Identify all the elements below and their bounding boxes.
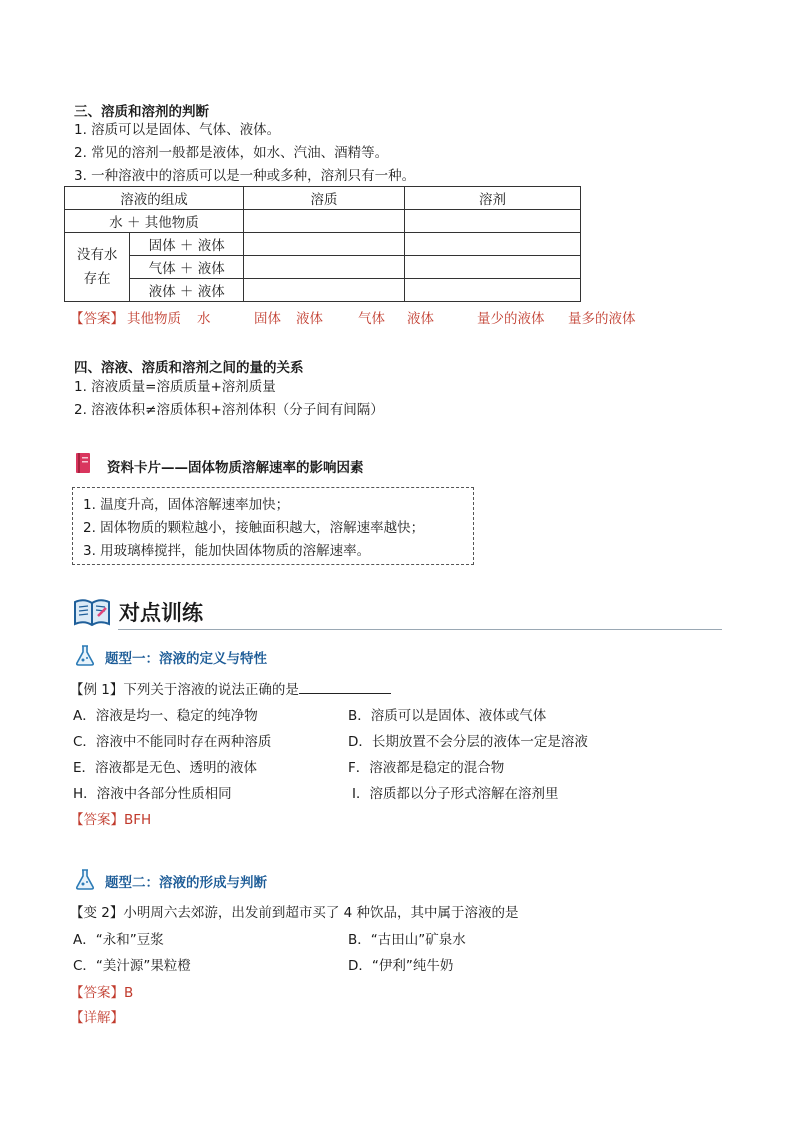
table-header-composition: 溶液的组成 <box>65 187 244 210</box>
table-cell <box>405 233 581 256</box>
example-1-answer <box>70 810 151 830</box>
type-1-title: 题型一：溶液的定义与特性 <box>105 651 267 667</box>
s3-answer-tag: 【答案】 <box>70 311 124 327</box>
table-cell-solid-liquid: 固体 ＋ 液体 <box>130 233 244 256</box>
option-d: D．“伊利”纯牛奶 <box>348 958 454 974</box>
option-c: C．溶液中不能同时存在两种溶质 <box>73 734 272 750</box>
option-f: F．溶液都是稳定的混合物 <box>348 760 505 776</box>
table-cell <box>405 210 581 233</box>
option-a: A．“永和”豆浆 <box>73 932 164 948</box>
detail-tag: 【详解】 <box>70 1010 124 1026</box>
option-b: B．“古田山”矿泉水 <box>348 932 466 948</box>
table-cell <box>244 256 405 279</box>
s3-answer-1: 其他物质 <box>127 311 181 327</box>
data-card-box <box>72 487 474 565</box>
table-cell <box>405 256 581 279</box>
variant-2-answer <box>70 983 133 1003</box>
s3-item-1: 1. 溶质可以是固体、气体、液体。 <box>74 122 281 138</box>
training-divider <box>118 629 722 630</box>
s4-item-1: 1. 溶液质量=溶质质量+溶剂质量 <box>74 379 276 395</box>
open-book-icon <box>72 594 112 630</box>
table-row <box>65 233 581 256</box>
table-cell <box>244 233 405 256</box>
s3-answer-7: 量少的液体 <box>477 311 545 327</box>
solution-composition-table <box>64 186 581 302</box>
no-water-line-2: 存在 <box>83 271 111 287</box>
table-cell <box>244 210 405 233</box>
option-c: C．“美汁源”果粒橙 <box>73 958 191 974</box>
answer-blank <box>299 679 391 694</box>
answer-tag: 【答案】 <box>70 812 124 828</box>
answer-value: BFH <box>124 812 152 828</box>
answer-value: B <box>124 985 134 1001</box>
s3-answer-2: 水 <box>197 311 211 327</box>
table-row <box>65 187 581 210</box>
example-1-text: 下列关于溶液的说法正确的是 <box>123 682 299 698</box>
example-1-question <box>70 679 391 700</box>
s3-item-3: 3. 一种溶液中的溶质可以是一种或多种，溶剂只有一种。 <box>74 168 416 184</box>
flask-icon <box>73 867 97 891</box>
book-icon <box>75 452 91 474</box>
card-item-1: 1. 温度升高，固体溶解速率加快； <box>83 497 290 513</box>
training-title: 对点训练 <box>119 601 203 625</box>
type-2-title: 题型二：溶液的形成与判断 <box>105 875 267 891</box>
s3-answer-3: 固体 <box>254 311 281 327</box>
s3-answer-8: 量多的液体 <box>568 311 636 327</box>
s3-item-2: 2. 常见的溶剂一般都是液体，如水、汽油、酒精等。 <box>74 145 389 161</box>
table-row <box>65 279 581 302</box>
variant-2-question <box>70 903 519 923</box>
table-cell <box>405 279 581 302</box>
table-cell-liquid-liquid: 液体 ＋ 液体 <box>130 279 244 302</box>
option-i: I．溶质都以分子形式溶解在溶剂里 <box>352 786 559 802</box>
table-row <box>65 210 581 233</box>
section-3-heading: 三、溶质和溶剂的判断 <box>74 104 209 120</box>
option-d: D．长期放置不会分层的液体一定是溶液 <box>348 734 588 750</box>
card-title: 资料卡片——固体物质溶解速率的影响因素 <box>107 460 364 476</box>
option-b: B．溶质可以是固体、液体或气体 <box>348 708 547 724</box>
card-item-2: 2. 固体物质的颗粒越小，接触面积越大，溶解速率越快； <box>83 520 425 536</box>
table-row <box>65 256 581 279</box>
s4-item-2: 2. 溶液体积≠溶质体积+溶剂体积（分子间有间隔） <box>74 402 384 418</box>
table-header-solvent: 溶剂 <box>405 187 581 210</box>
flask-icon <box>73 643 97 667</box>
option-h: H．溶液中各部分性质相同 <box>73 786 232 802</box>
variant-2-tag: 【变 2】 <box>70 905 124 921</box>
no-water-line-1: 没有水 <box>76 247 118 263</box>
example-1-tag: 【例 1】 <box>70 682 124 698</box>
table-cell-gas-liquid: 气体 ＋ 液体 <box>130 256 244 279</box>
table-header-solute: 溶质 <box>244 187 405 210</box>
table-cell-no-water <box>65 233 130 302</box>
answer-tag: 【答案】 <box>70 985 124 1001</box>
table-cell-water-plus: 水 ＋ 其他物质 <box>65 210 244 233</box>
s3-answer-5: 气体 <box>358 311 385 327</box>
section-4-heading: 四、溶液、溶质和溶剂之间的量的关系 <box>74 360 304 376</box>
s3-answer-4: 液体 <box>296 311 323 327</box>
variant-2-text: 小明周六去郊游，出发前到超市买了 4 种饮品，其中属于溶液的是 <box>123 905 519 921</box>
s3-answer-6: 液体 <box>407 311 434 327</box>
option-a: A．溶液是均一、稳定的纯净物 <box>73 708 258 724</box>
card-item-3: 3. 用玻璃棒搅拌，能加快固体物质的溶解速率。 <box>83 543 371 559</box>
table-cell <box>244 279 405 302</box>
option-e: E．溶液都是无色、透明的液体 <box>73 760 258 776</box>
